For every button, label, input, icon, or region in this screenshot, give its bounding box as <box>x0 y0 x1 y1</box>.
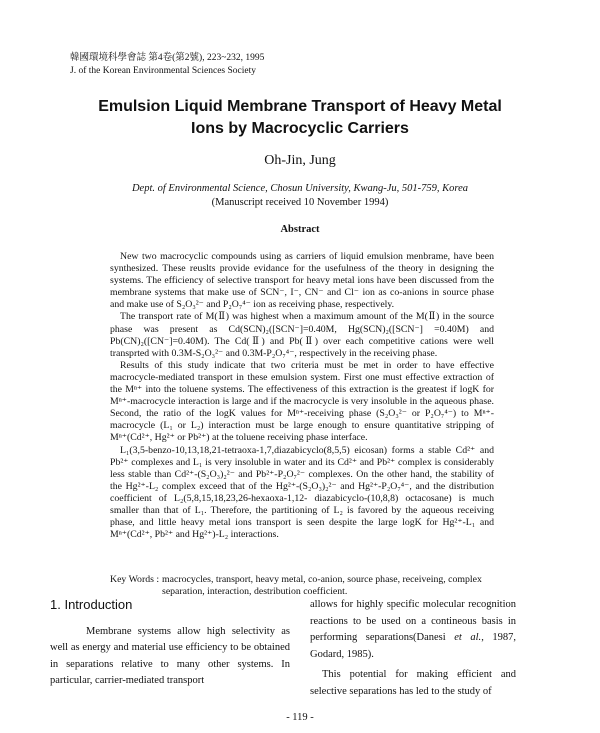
intro-paragraph: Membrane systems allow high selectivity as well as energy and material use efficiency to be obtained in separations relative to many other systems. In particular, carrier-mediated transport <box>50 625 290 686</box>
abstract-paragraph: The transport rate of M(Ⅱ) was highest when a maximum amount of the M(Ⅱ) in the source phase was present as Cd(SCN)₂([SCN⁻]=0.40M, Hg(SCN)₂([SCN⁻] =0.40M) and Pb(CN)₂([CN⁻]=0.40M). The Cd(Ⅱ) and Pb(Ⅱ) over each competitive cations were well transprted with 0.3M-S₂O₃²⁻ and 0.3M-P₂O₇⁴⁻, respectively in the receiving phase. <box>110 311 494 359</box>
journal-header <box>70 52 264 78</box>
keywords-list: macrocycles, transport, heavy metal, co-anion, source phase, receiveing, complex separation, interaction, destribution coefficient. <box>162 574 482 598</box>
left-column <box>50 597 290 690</box>
manuscript-received: (Manuscript received 10 November 1994) <box>211 197 389 208</box>
intro-text: , 1987, Godard, 1985). <box>310 632 516 660</box>
journal-name: J. of the Korean Environmental Sciences Society <box>70 66 256 76</box>
abstract-body <box>110 251 494 541</box>
abstract-paragraph: L₁(3,5-benzo-10,13,18,21-tetraoxa-1,7,diazabicyclo(8,5,5) eicosan) forms a stable Cd²⁺ and Pb²⁺ complexes and L₁ is very insoluble in water and its Cd²⁺ and Pb²⁺ complex is considerably less stable than Cd²⁺-(S₂O₃)₂²⁻ and Pb²⁺-P₂O₇²⁻ complexes. On the other hand, the stability of the Hg²⁺-L₂ complex exceed that of the Hg²⁺-(S₂O₃)₂²⁻ and Hg²⁺-P₂O₇⁴⁻, and the distribution coefficient of L₂(5,8,15,18,23,26-hexaoxa-1,12- diazabicyclo-(10,8,8) octacosane) is much smaller than that of L₁. Therefore, the partitioning of L₂ is favored by the aqueous receiving phase, and little heavy metal ions transport is seen despite the large logK for Hg²⁺-L₁ and Mⁿ⁺(Cd²⁺, Pb²⁺ and Hg²⁺)-L₂ interactions. <box>110 444 494 541</box>
affiliation-block <box>0 182 600 210</box>
section-heading-introduction: 1. Introduction <box>50 597 133 612</box>
keywords-label: Key Words : <box>110 574 160 585</box>
journal-citation: 韓國環境科學會誌 第4卷(第2號), 223~232, 1995 <box>70 53 265 63</box>
abstract-paragraph: Results of this study indicate that two criteria must be met in order to have effective macrocycle-mediated transport in these emulsion system. First one must effective extraction of the Mⁿ⁺ into the toluene systems. The effectiveness of this extraction is the greatest if logK for Mⁿ⁺-macrocycle interaction is large and if the macrocycle is very insoluble in the aqueous phase. Second, the ratio of the logK values for Mⁿ⁺-receiving phase (S₂O₃²⁻ or P₂O₇⁴⁻) to Mⁿ⁺-macrocycle (L₁ or L₂) interaction must be large enough to ensure quantitative stripping of Mⁿ⁺(Cd²⁺, Hg²⁺ or Pb²⁺) at the toluene receiving phase interface. <box>110 359 494 444</box>
paper-title <box>0 96 600 140</box>
intro-text: allows for highly specific molecular recognition reactions to be used on a contineous basis in performing separations(Danesi <box>310 599 516 643</box>
author-name: Oh-Jin, Jung <box>264 153 336 168</box>
title-line-2: Ions by Macrocyclic Carriers <box>191 120 409 137</box>
right-column <box>310 597 516 700</box>
et-al: et al. <box>454 632 482 643</box>
abstract-paragraph: New two macrocyclic compounds using as carriers of liquid emulsion menbrame, have been synthesized. These reuslts provide evidance for the usefulness of the theory in designing the systems. The efficiency of selective transport for heavy metal ions have been discussed from the membrane systems that make use of SCN⁻, I⁻, CN⁻ and Cl⁻ ion as co-anions in source phase and make use of S₂O₃²⁻ and P₂O₇⁴⁻ ion as receiving phase, respectively. <box>110 251 494 311</box>
affiliation: Dept. of Environmental Science, Chosun University, Kwang-Ju, 501-759, Korea <box>131 183 469 194</box>
intro-paragraph: This potential for making efficient and selective separations has led to the study of <box>310 669 516 697</box>
page-number: - 119 - <box>286 712 314 723</box>
intro-paragraph-continued <box>310 597 516 663</box>
abstract-heading: Abstract <box>280 224 320 235</box>
title-line-1: Emulsion Liquid Membrane Transport of Heavy Metal <box>98 98 502 115</box>
keywords <box>110 574 494 598</box>
